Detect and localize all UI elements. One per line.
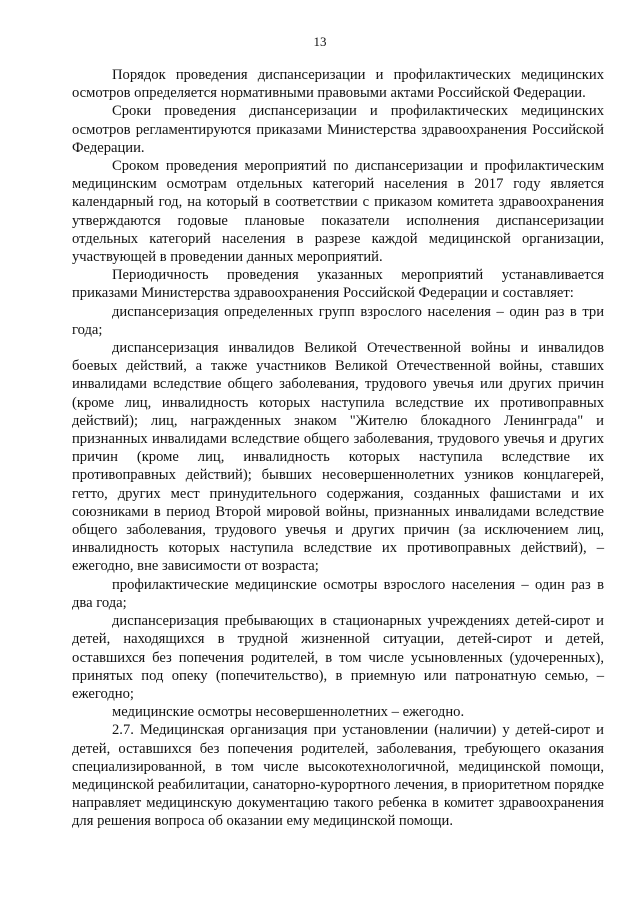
- paragraph: Порядок проведения диспансеризации и профилактических медицинских осмотров определяется нормативными правовыми актами Российской Федерации.: [72, 67, 604, 102]
- paragraph: Сроком проведения мероприятий по диспансеризации и профилактическим медицинским осмотрам отдельных категорий населения в 2017 году является календарный год, на который в соответствии с приказом комитета здравоохранения утверждаются годовые плановые показатели исполнения диспансеризации отдельных категорий населения в разрезе каждой медицинской организации, участвующей в проведении данных мероприятий.: [72, 158, 604, 266]
- paragraph: диспансеризация инвалидов Великой Отечественной войны и инвалидов боевых действий, а также участников Великой Отечественной войны, ставших инвалидами вследствие общего заболевания, трудового увечья или других причин (кроме лиц, инвалидность которых наступила вследствие их противоправных действий); лиц, награжденных знаком "Жителю блокадного Ленинграда" и признанных инвалидами вследствие общего заболевания, трудового увечья и других причин (кроме лиц, инвалидность которых наступила вследствие их противоправных действий); бывших несовершеннолетних узников концлагерей, гетто, других мест принудительного содержания, созданных фашистами и их союзниками в период Второй мировой войны, признанных инвалидами вследствие общего заболевания, трудового увечья и других причин (за исключением лиц, инвалидность которых наступила вследствие их противоправных действий), – ежегодно, вне зависимости от возраста;: [72, 340, 604, 575]
- paragraph: 2.7. Медицинская организация при установлении (наличии) у детей-сирот и детей, оставшихся без попечения родителей, заболевания, требующего оказания специализированной, в том числе высокотехнологичной, медицинской помощи, медицинской реабилитации, санаторно-курортного лечения, в приоритетном порядке направляет медицинскую документацию такого ребенка в комитет здравоохранения для решения вопроса об оказании ему медицинской помощи.: [72, 722, 604, 830]
- paragraph: медицинские осмотры несовершеннолетних – ежегодно.: [112, 704, 465, 721]
- paragraph: Периодичность проведения указанных мероприятий устанавливается приказами Министерства здравоохранения Российской Федерации и составляет:: [72, 267, 604, 302]
- paragraph: диспансеризация пребывающих в стационарных учреждениях детей-сирот и детей, находящихся в трудной жизненной ситуации, детей-сирот и детей, оставшихся без попечения родителей, в том числе усыновленных (удочеренных), принятых под опеку (попечительство), в приемную или патронатную семью, – ежегодно;: [72, 613, 604, 702]
- document-body: [72, 66, 604, 831]
- page-number: 13: [313, 34, 327, 49]
- paragraph: профилактические медицинские осмотры взрослого населения – один раз в два года;: [72, 576, 604, 611]
- paragraph: Сроки проведения диспансеризации и профилактических медицинских осмотров регламентируются приказами Министерства здравоохранения Российской Федерации.: [72, 103, 604, 156]
- paragraph: диспансеризация определенных групп взрослого населения – один раз в три года;: [72, 303, 604, 338]
